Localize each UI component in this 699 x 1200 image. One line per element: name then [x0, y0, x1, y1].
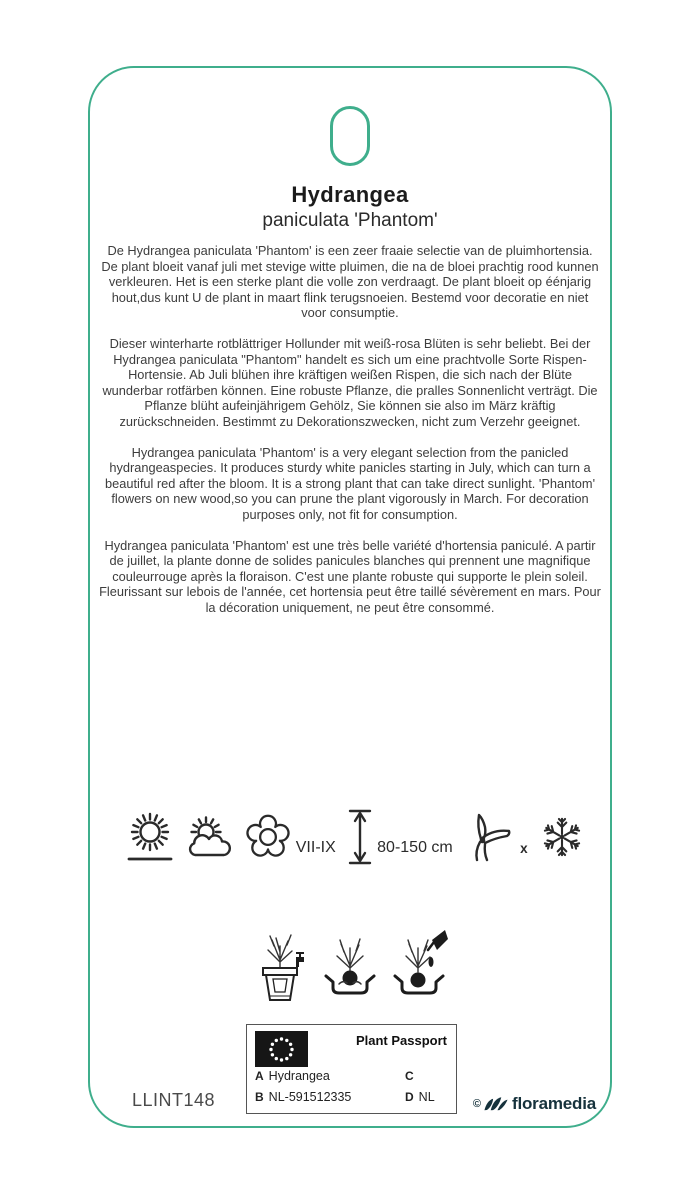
plant-genus-title: Hydrangea	[291, 182, 409, 207]
flowering-period-label: VII-IX	[295, 839, 336, 856]
pruning-mark-label: x	[520, 840, 528, 856]
full-sun-icon	[126, 811, 174, 863]
hang-hole	[330, 106, 370, 166]
flower-icon	[245, 814, 291, 860]
height-range-label: 80-150 cm	[377, 839, 453, 856]
pruning-shears-icon	[465, 811, 515, 863]
passport-field-c	[405, 1069, 419, 1083]
floramedia-brand	[473, 1094, 596, 1114]
passport-value-b: NL-591512335	[268, 1090, 352, 1104]
planting-instructions-row	[90, 926, 610, 1008]
copyright-symbol: ©	[472, 1098, 482, 1110]
height-arrow-icon	[348, 808, 372, 866]
passport-label-c: C	[405, 1069, 414, 1083]
passport-label-d: D	[405, 1090, 414, 1104]
hardiness-group	[540, 815, 584, 859]
article-code: LLINT148	[132, 1090, 216, 1110]
passport-field-b	[255, 1090, 351, 1104]
full-sun-group	[126, 811, 174, 863]
passport-label-b: B	[255, 1090, 264, 1104]
flowering-group	[245, 814, 336, 860]
plant-label-card	[88, 66, 612, 1128]
passport-label-a: A	[255, 1069, 264, 1083]
passport-value-a: Hydrangea	[268, 1069, 330, 1083]
passport-value-d: NL	[418, 1090, 435, 1104]
description-french: Hydrangea paniculata 'Phantom' est une très belle variété d'hortensia paniculé. A partir de juillet, la plante donne de solides panicules blanches qui prennent une magnifique couleurrouge après la floraison. C'est une plante robuste qui supporte le plein soleil. Fleurissant sur lebois de l'année, cet hortensia peut être taillé sévèrement en mars. Pour la décoration uniquement, ne peut être consommé.	[99, 537, 601, 615]
pot-watering-icon	[250, 926, 310, 1008]
plant-passport-box	[246, 1024, 457, 1114]
description-german: Dieser winterharte rotblättriger Hollunder mit weiß-rosa Blüten is sehr beliebt. Bei der Hydrangea paniculata "Phantom" handelt es sich um eine prachtvolle Sorte Rispen-Hortensie. Ab Juli blühen ihre kräftigen weißen Rispen, die sich nach der Blüte wunderbar rotfärben können. Eine robuste Pflanze, die pralles Sonnenlicht verträgt. Die Pflanze blüht aufeinjährigem Gehölz, Sie können sie also im März kräftig zurückschneiden. Bestimmt zu Dekorationszwecken, nicht zum Verzehr geeignet.	[102, 335, 598, 429]
plant-variety-subtitle: paniculata 'Phantom'	[262, 210, 438, 231]
partial-shade-group	[186, 815, 232, 859]
snowflake-icon	[540, 815, 584, 859]
eu-flag	[255, 1031, 308, 1067]
pruning-group	[465, 811, 528, 863]
description-paragraphs	[98, 243, 602, 630]
backfill-trowel-icon	[390, 926, 450, 1008]
passport-field-d	[405, 1090, 435, 1104]
passport-title: Plant Passport	[355, 1033, 447, 1048]
passport-field-a	[255, 1069, 330, 1083]
sun-behind-cloud-icon	[186, 815, 232, 859]
floramedia-logo-icon	[483, 1095, 509, 1113]
title-block	[90, 182, 610, 232]
description-english: Hydrangea paniculata 'Phantom' is a very elegant selection from the panicled hydrangeaspecies. It produces sturdy white panicles starting in July, which can turn a beautiful red after the bloom. It is a strong plant that can take direct sunlight. 'Phantom' flowers on new wood,so you can prune the plant vigorously in March. For decoration purposes only, not fit for consumption.	[104, 444, 596, 522]
description-dutch: De Hydrangea paniculata 'Phantom' is een zeer fraaie selectie van de pluimhortensia. De plant bloeit vanaf juli met stevige witte pluimen, die na de bloei prachtig rood kunnen verkleuren. Het is een sterke plant die volle zon verdraagt. De plant bloeit op éénjarig hout,dus kunt U de plant in maart flink terugsnoeien. Bestemd voor decoratie en niet voor consumptie.	[101, 243, 599, 321]
height-group	[348, 808, 453, 866]
care-icon-row	[126, 798, 584, 876]
brand-name: floramedia	[512, 1094, 596, 1113]
planting-rootball-icon	[320, 926, 380, 1008]
